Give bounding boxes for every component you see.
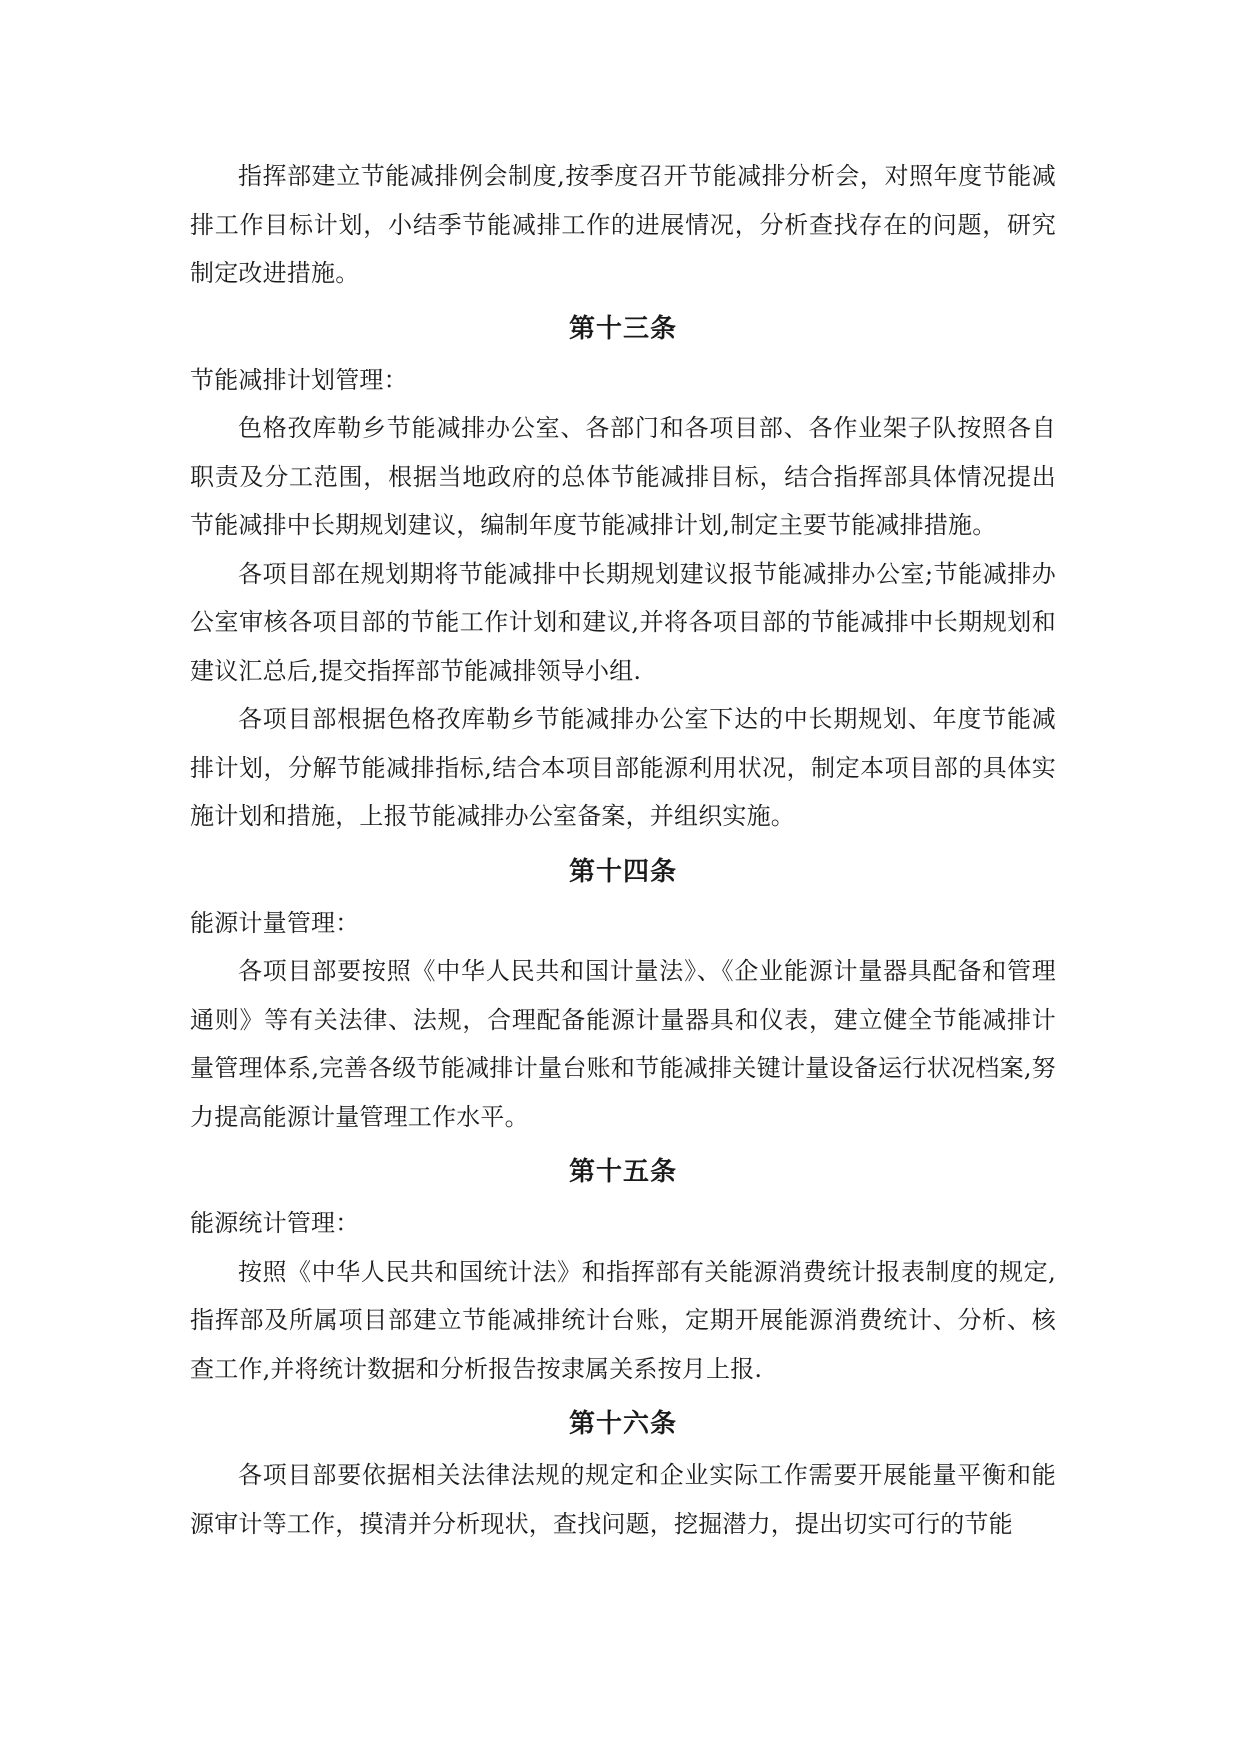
article-13-heading: 第十三条 (568, 313, 677, 344)
article-16-heading: 第十六条 (568, 1409, 677, 1439)
article-16 (190, 1401, 1056, 1548)
article-13-paragraph-1: 色格孜库勒乡节能减排办公室、各部门和各项目部、各作业架子队按照各自职责及分工范围，根据当地政府的总体节能减排目标，结合指挥部具体情况提出节能减排中长期规划建议，编制年度节能减排计划,制定主要节能减排措施。 (190, 414, 1056, 539)
article-15-label: 能源统计管理： (190, 1209, 360, 1237)
article-14 (190, 849, 1056, 1142)
intro-paragraph: 指挥部建立节能减排例会制度,按季度召开节能减排分析会，对照年度节能减排工作目标计划，小结季节能减排工作的进展情况，分析查找存在的问题，研究制定改进措施。 (190, 162, 1056, 287)
article-13-paragraph-3: 各项目部根据色格孜库勒乡节能减排办公室下达的中长期规划、年度节能减排计划，分解节能减排指标,结合本项目部能源利用状况，制定本项目部的具体实施计划和措施，上报节能减排办公室备案，并组织实施。 (190, 705, 1056, 830)
article-13 (190, 306, 1056, 841)
article-15-heading: 第十五条 (568, 1157, 677, 1187)
article-13-paragraph-2: 各项目部在规划期将节能减排中长期规划建议报节能减排办公室;节能减排办公室审核各项目部的节能工作计划和建议,并将各项目部的节能减排中长期规划和建议汇总后,提交指挥部节能减排领导小组. (190, 559, 1056, 685)
article-13-label: 节能减排计划管理： (190, 365, 408, 394)
document-content (190, 152, 1056, 1548)
article-14-paragraph-1: 各项目部要按照《中华人民共和国计量法》、《企业能源计量器具配备和管理通则》等有关法律、法规，合理配备能源计量器具和仪表，建立健全节能减排计量管理体系,完善各级节能减排计量台账和节能减排关键计量设备运行状况档案,努力提高能源计量管理工作水平。 (190, 957, 1056, 1131)
article-15 (190, 1149, 1056, 1393)
article-16-paragraph-1: 各项目部要依据相关法律法规的规定和企业实际工作需要开展能量平衡和能源审计等工作，摸清并分析现状，查找问题，挖掘潜力，提出切实可行的节能 (190, 1461, 1056, 1538)
article-14-heading: 第十四条 (568, 856, 677, 887)
article-15-paragraph-1: 按照《中华人民共和国统计法》和指挥部有关能源消费统计报表制度的规定,指挥部及所属项目部建立节能减排统计台账，定期开展能源消费统计、分析、核查工作,并将统计数据和分析报告按隶属关系按月上报. (190, 1257, 1056, 1383)
article-14-label: 能源计量管理： (190, 908, 360, 937)
